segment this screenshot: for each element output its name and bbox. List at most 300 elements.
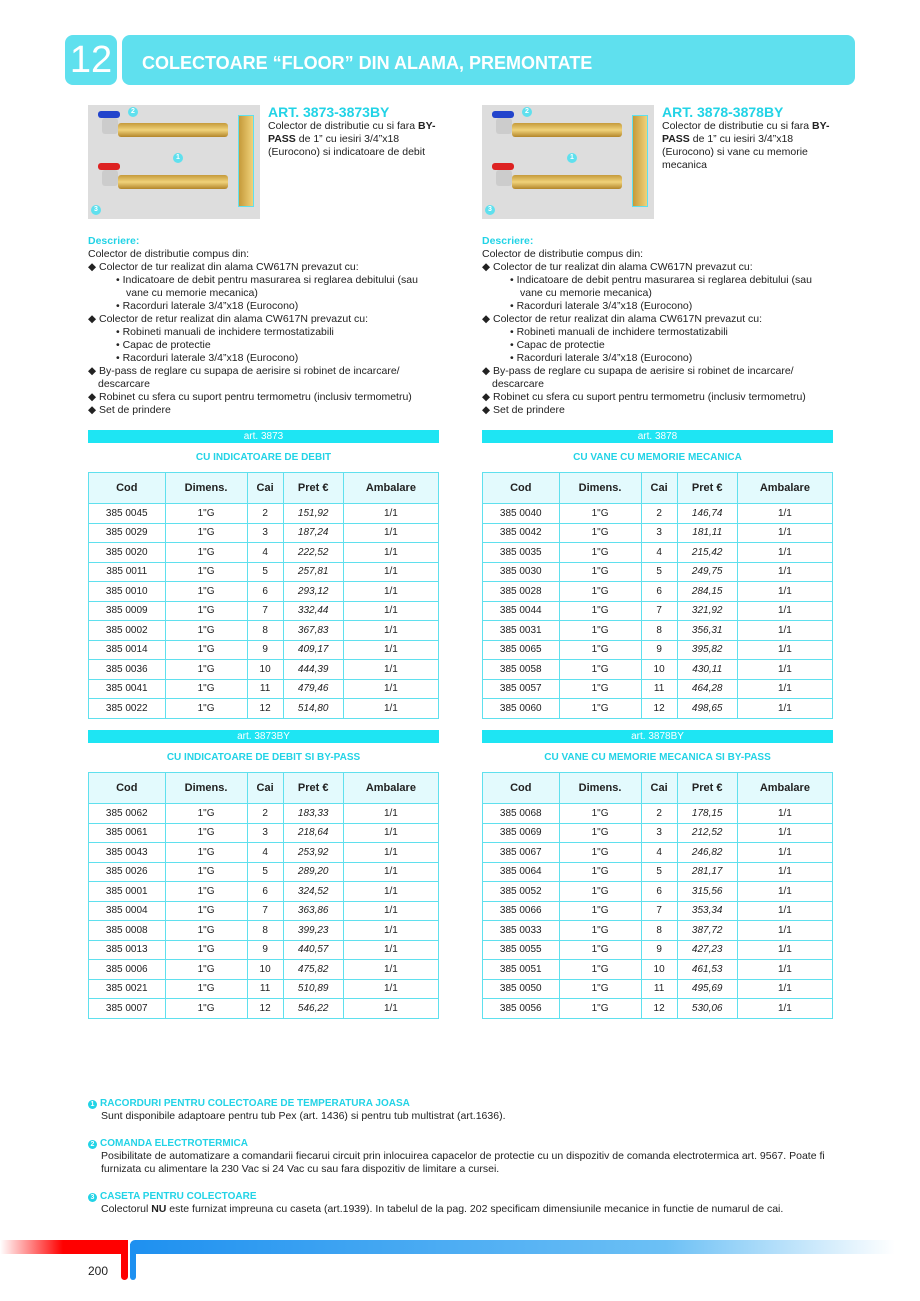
table-cell: 1/1: [343, 562, 438, 582]
product-photo: [88, 105, 260, 219]
column-header: Pret €: [283, 473, 343, 504]
table-cell: 475,82: [283, 960, 343, 980]
table-cell: 385 0045: [89, 504, 166, 524]
table-cell: 1"G: [559, 699, 641, 719]
table-cell: 1"G: [165, 940, 247, 960]
table-cell: 9: [247, 940, 283, 960]
table-cell: 1/1: [737, 940, 832, 960]
table-cell: 356,31: [677, 621, 737, 641]
table-cell: 257,81: [283, 562, 343, 582]
table-row: [89, 640, 439, 660]
table-row: [483, 882, 833, 902]
table-cell: 151,92: [283, 504, 343, 524]
table-cell: 215,42: [677, 543, 737, 563]
table-cell: 181,11: [677, 523, 737, 543]
table-cell: 1/1: [737, 843, 832, 863]
table-cell: 385 0068: [483, 804, 560, 824]
table-cell: 1/1: [737, 523, 832, 543]
table-cell: 1"G: [165, 979, 247, 999]
text: Colector de distributie cu si fara: [662, 120, 812, 132]
table-row: [483, 679, 833, 699]
table-cell: 1/1: [737, 504, 832, 524]
table-cell: 385 0036: [89, 660, 166, 680]
table-cell: 1"G: [165, 843, 247, 863]
table-cell: 1/1: [737, 582, 832, 602]
table-cell: 289,20: [283, 862, 343, 882]
note-text: Posibilitate de automatizare a comandarii fiecarui circuit prin inlocuirea capacelor de protectie cu un dispozitiv de comanda electrotermica art. 9567. Poate fi furnizata cu alimentare la 230 Vac si 24 Vac cu sau fara dispozitiv de limitare a cursei.: [101, 1150, 825, 1175]
note-number-icon: 1: [88, 1100, 97, 1109]
table-cell: 1/1: [737, 979, 832, 999]
table-row: [483, 543, 833, 563]
table-cell: 1/1: [343, 504, 438, 524]
table-cell: 1/1: [343, 901, 438, 921]
column-header: Cai: [247, 473, 283, 504]
table-cell: 385 0055: [483, 940, 560, 960]
table-row: [89, 601, 439, 621]
footnotes: [88, 1097, 848, 1230]
table-cell: 385 0061: [89, 823, 166, 843]
article-title: ART. 3878-3878BY: [662, 104, 784, 120]
table-cell: 1/1: [343, 679, 438, 699]
table-cell: 1"G: [559, 582, 641, 602]
table-cell: 1"G: [165, 999, 247, 1019]
table-cell: 1"G: [559, 543, 641, 563]
table-cell: 4: [247, 843, 283, 863]
note-number-icon: 2: [88, 1140, 97, 1149]
table-cell: 3: [247, 823, 283, 843]
table-cell: 1"G: [165, 699, 247, 719]
table-cell: 1/1: [343, 940, 438, 960]
table-row: [483, 843, 833, 863]
footnote: [88, 1137, 848, 1176]
footer-blue-pipe: [130, 1244, 136, 1280]
column-header: Ambalare: [737, 773, 832, 804]
table-cell: 1/1: [737, 901, 832, 921]
table-cell: 395,82: [677, 640, 737, 660]
description-line: • Racorduri laterale 3/4”x18 (Eurocono): [116, 300, 299, 312]
table-cell: 546,22: [283, 999, 343, 1019]
table-cell: 385 0011: [89, 562, 166, 582]
table-cell: 385 0007: [89, 999, 166, 1019]
table-cell: 385 0008: [89, 921, 166, 941]
table-cell: 1"G: [165, 543, 247, 563]
column-header: Pret €: [677, 773, 737, 804]
table-cell: 1"G: [559, 843, 641, 863]
table-row: [483, 979, 833, 999]
table-row: [483, 660, 833, 680]
price-table: [482, 772, 833, 1019]
bold-text: BY-PASS: [268, 120, 436, 145]
table-cell: 385 0030: [483, 562, 560, 582]
table-row: [89, 679, 439, 699]
table-row: [483, 523, 833, 543]
table-cell: 1"G: [559, 862, 641, 882]
table-cell: 1"G: [559, 999, 641, 1019]
product-photo: [482, 105, 654, 219]
table-cell: 2: [247, 804, 283, 824]
table-cell: 4: [641, 543, 677, 563]
table-cell: 1/1: [737, 804, 832, 824]
table-cell: 1"G: [165, 621, 247, 641]
table-cell: 2: [641, 804, 677, 824]
table-cell: 1/1: [343, 699, 438, 719]
column-header: Cai: [641, 473, 677, 504]
table-cell: 385 0021: [89, 979, 166, 999]
article-info: [662, 105, 837, 172]
table-cell: 1"G: [559, 823, 641, 843]
table-cell: 1/1: [737, 601, 832, 621]
description-heading: Descriere:: [482, 235, 534, 247]
description-line: • Indicatoare de debit pentru masurarea si reglarea debitului (sau vane cu memorie mecanica): [116, 274, 418, 299]
column-header: Dimens.: [559, 773, 641, 804]
table-cell: 1"G: [559, 640, 641, 660]
table-cell: 5: [247, 862, 283, 882]
table-row: [89, 804, 439, 824]
footer-red-pipe: [121, 1240, 128, 1280]
price-table: [88, 472, 439, 719]
table-cell: 430,11: [677, 660, 737, 680]
table-row: [89, 582, 439, 602]
description: [88, 235, 439, 417]
table-cell: 1"G: [165, 504, 247, 524]
table-row: [483, 699, 833, 719]
footer-red-stripe: [0, 1240, 126, 1254]
table-cell: 1"G: [559, 621, 641, 641]
table-row: [483, 862, 833, 882]
table-cell: 1/1: [343, 543, 438, 563]
description-line: • Racorduri laterale 3/4”x18 (Eurocono): [116, 352, 299, 364]
table-cell: 222,52: [283, 543, 343, 563]
table-cell: 7: [247, 901, 283, 921]
table-cell: 4: [247, 543, 283, 563]
table-cell: 12: [641, 999, 677, 1019]
table-cell: 1/1: [343, 582, 438, 602]
table-cell: 1/1: [737, 823, 832, 843]
column-header: Cai: [247, 773, 283, 804]
table-cell: 293,12: [283, 582, 343, 602]
table-cell: 385 0066: [483, 901, 560, 921]
table-cell: 385 0001: [89, 882, 166, 902]
table-cell: 479,46: [283, 679, 343, 699]
note-text: este furnizat impreuna cu caseta (art.1939). In tabelul de la pag. 202 specificam dimensiunile mecanice in functie de numarul de cai.: [166, 1203, 784, 1215]
table-cell: 1/1: [343, 979, 438, 999]
table-cell: 514,80: [283, 699, 343, 719]
table-row: [483, 940, 833, 960]
chapter-number: 12: [65, 35, 117, 85]
table-row: [89, 699, 439, 719]
table-cell: 1"G: [165, 601, 247, 621]
table-cell: 385 0022: [89, 699, 166, 719]
note-title: COMANDA ELECTROTERMICA: [100, 1138, 248, 1149]
table-row: [483, 601, 833, 621]
description-line: ◆ Set de prindere: [88, 404, 171, 416]
table-cell: 495,69: [677, 979, 737, 999]
table-cell: 385 0065: [483, 640, 560, 660]
table-cell: 5: [641, 562, 677, 582]
table-cell: 6: [247, 882, 283, 902]
table-cell: 1"G: [559, 882, 641, 902]
table-band: art. 3873BY: [88, 730, 439, 743]
table-cell: 385 0004: [89, 901, 166, 921]
table-cell: 1"G: [165, 921, 247, 941]
table-cell: 10: [247, 660, 283, 680]
table-cell: 498,65: [677, 699, 737, 719]
table-cell: 1"G: [165, 523, 247, 543]
table-cell: 385 0020: [89, 543, 166, 563]
text: de 1” cu iesiri 3/4”x18 (Eurocono) si indicatoare de debit: [268, 133, 426, 158]
table-cell: 1"G: [165, 804, 247, 824]
column-header: Pret €: [283, 773, 343, 804]
table-cell: 1"G: [165, 882, 247, 902]
table-cell: 1"G: [559, 901, 641, 921]
table-cell: 1/1: [343, 862, 438, 882]
column-header: Dimens.: [559, 473, 641, 504]
description-line: Colector de distributie compus din:: [88, 248, 250, 260]
table-header-row: [89, 473, 439, 504]
table-cell: 1/1: [343, 523, 438, 543]
table-cell: 1/1: [737, 862, 832, 882]
article-description: [662, 120, 837, 172]
table-row: [89, 960, 439, 980]
table-cell: 2: [247, 504, 283, 524]
table-header-row: [483, 773, 833, 804]
table-row: [483, 921, 833, 941]
description-line: • Capac de protectie: [116, 339, 211, 351]
table-cell: 1/1: [343, 660, 438, 680]
table-cell: 1"G: [165, 679, 247, 699]
table-cell: 1/1: [343, 823, 438, 843]
table-cell: 1"G: [165, 582, 247, 602]
table-cell: 12: [641, 699, 677, 719]
table-cell: 1/1: [343, 640, 438, 660]
description-line: • Racorduri laterale 3/4”x18 (Eurocono): [510, 352, 693, 364]
table-cell: 10: [247, 960, 283, 980]
table-cell: 385 0010: [89, 582, 166, 602]
note-bold: NU: [151, 1203, 167, 1215]
table-cell: 11: [641, 679, 677, 699]
table-cell: 1/1: [737, 543, 832, 563]
column-header: Cod: [89, 473, 166, 504]
table-row: [89, 843, 439, 863]
table-cell: 11: [247, 979, 283, 999]
description-line: ◆ Colector de retur realizat din alama CW617N prevazut cu:: [482, 313, 763, 325]
table-cell: 427,23: [677, 940, 737, 960]
note-title: RACORDURI PENTRU COLECTOARE DE TEMPERATURA JOASA: [100, 1098, 410, 1109]
table-cell: 1/1: [737, 699, 832, 719]
table-cell: 5: [641, 862, 677, 882]
table-cell: 183,33: [283, 804, 343, 824]
column-header: Cod: [483, 773, 560, 804]
footnote: [88, 1097, 848, 1123]
table-row: [483, 562, 833, 582]
table-cell: 11: [641, 979, 677, 999]
table-cell: 1"G: [559, 921, 641, 941]
table-cell: 1"G: [559, 979, 641, 999]
table-cell: 385 0013: [89, 940, 166, 960]
description-line: ◆ By-pass de reglare cu supapa de aerisire si robinet de incarcare/ descarcare: [482, 365, 794, 390]
column-header: Ambalare: [343, 473, 438, 504]
description-line: ◆ By-pass de reglare cu supapa de aerisire si robinet de incarcare/ descarcare: [88, 365, 400, 390]
description-line: • Indicatoare de debit pentru masurarea si reglarea debitului (sau vane cu memorie mecanica): [510, 274, 812, 299]
table-cell: 385 0058: [483, 660, 560, 680]
table-cell: 1/1: [737, 921, 832, 941]
description-line: Colector de distributie compus din:: [482, 248, 644, 260]
table-cell: 1/1: [737, 660, 832, 680]
text: de 1” cu iesiri 3/4”x18 (Eurocono) si vane cu memorie mecanica: [662, 133, 808, 171]
table-cell: 315,56: [677, 882, 737, 902]
table-cell: 8: [247, 921, 283, 941]
table-cell: 444,39: [283, 660, 343, 680]
table-row: [89, 660, 439, 680]
table-cell: 1/1: [737, 679, 832, 699]
footer-blue-stripe: [130, 1240, 895, 1254]
description-line: • Robineti manuali de inchidere termostatizabili: [116, 326, 334, 338]
table-cell: 1/1: [737, 999, 832, 1019]
table-cell: 1/1: [343, 804, 438, 824]
table-cell: 1"G: [559, 660, 641, 680]
table-cell: 7: [641, 901, 677, 921]
table-cell: 385 0009: [89, 601, 166, 621]
table-cell: 1"G: [559, 523, 641, 543]
table-row: [89, 621, 439, 641]
article-title: ART. 3873-3873BY: [268, 104, 390, 120]
table-cell: 1/1: [343, 843, 438, 863]
table-cell: 332,44: [283, 601, 343, 621]
table-cell: 5: [247, 562, 283, 582]
table-cell: 4: [641, 843, 677, 863]
table-cell: 1"G: [559, 804, 641, 824]
table-row: [89, 562, 439, 582]
table-cell: 1/1: [343, 882, 438, 902]
table-cell: 1"G: [559, 562, 641, 582]
table-cell: 385 0051: [483, 960, 560, 980]
table-row: [483, 901, 833, 921]
table-cell: 385 0056: [483, 999, 560, 1019]
note-title: CASETA PENTRU COLECTOARE: [100, 1191, 257, 1202]
column-header: Cod: [89, 773, 166, 804]
table-subtitle: CU INDICATOARE DE DEBIT SI BY-PASS: [166, 752, 361, 763]
table-row: [89, 823, 439, 843]
table-cell: 1"G: [165, 901, 247, 921]
table-cell: 385 0002: [89, 621, 166, 641]
article-description: [268, 120, 443, 159]
description-line: ◆ Robinet cu sfera cu suport pentru termometru (inclusiv termometru): [482, 391, 806, 403]
table-cell: 385 0006: [89, 960, 166, 980]
description-line: ◆ Colector de tur realizat din alama CW617N prevazut cu:: [482, 261, 753, 273]
description-line: • Capac de protectie: [510, 339, 605, 351]
table-cell: 1"G: [165, 660, 247, 680]
table-row: [483, 582, 833, 602]
table-cell: 1"G: [165, 960, 247, 980]
table-row: [89, 523, 439, 543]
table-row: [483, 804, 833, 824]
table-cell: 385 0035: [483, 543, 560, 563]
table-row: [89, 999, 439, 1019]
table-cell: 253,92: [283, 843, 343, 863]
table-row: [89, 862, 439, 882]
table-cell: 1/1: [737, 882, 832, 902]
table-cell: 1"G: [559, 960, 641, 980]
table-cell: 385 0050: [483, 979, 560, 999]
table-cell: 440,57: [283, 940, 343, 960]
description-line: ◆ Set de prindere: [482, 404, 565, 416]
table-band: art. 3878: [482, 430, 833, 443]
table-cell: 385 0028: [483, 582, 560, 602]
column-header: Dimens.: [165, 773, 247, 804]
table-cell: 12: [247, 699, 283, 719]
table-cell: 212,52: [677, 823, 737, 843]
table-cell: 385 0044: [483, 601, 560, 621]
table-cell: 187,24: [283, 523, 343, 543]
table-cell: 9: [641, 940, 677, 960]
table-cell: 321,92: [677, 601, 737, 621]
table-cell: 385 0031: [483, 621, 560, 641]
table-cell: 3: [641, 523, 677, 543]
marker-2: 2: [522, 107, 532, 117]
table-cell: 385 0052: [483, 882, 560, 902]
table-row: [89, 504, 439, 524]
column-header: Pret €: [677, 473, 737, 504]
table-cell: 9: [641, 640, 677, 660]
table-cell: 12: [247, 999, 283, 1019]
table-cell: 385 0042: [483, 523, 560, 543]
table-subtitle: CU VANE CU MEMORIE MECANICA SI BY-PASS: [544, 752, 771, 763]
description-heading: Descriere:: [88, 235, 140, 247]
column-header: Ambalare: [343, 773, 438, 804]
table-row: [89, 901, 439, 921]
table-cell: 510,89: [283, 979, 343, 999]
table-cell: 1"G: [559, 940, 641, 960]
table-row: [483, 999, 833, 1019]
table-cell: 385 0040: [483, 504, 560, 524]
table-cell: 7: [641, 601, 677, 621]
table-cell: 8: [641, 621, 677, 641]
table-cell: 1"G: [559, 679, 641, 699]
table-cell: 8: [247, 621, 283, 641]
marker-1: 1: [567, 153, 577, 163]
table-cell: 284,15: [677, 582, 737, 602]
column-header: Cod: [483, 473, 560, 504]
table-header-row: [89, 773, 439, 804]
table-cell: 3: [247, 523, 283, 543]
price-table: [482, 472, 833, 719]
table-cell: 387,72: [677, 921, 737, 941]
table-cell: 1"G: [165, 823, 247, 843]
table-band: art. 3873: [88, 430, 439, 443]
table-cell: 6: [247, 582, 283, 602]
table-cell: 385 0069: [483, 823, 560, 843]
table-cell: 10: [641, 960, 677, 980]
table-cell: 6: [641, 582, 677, 602]
table-cell: 11: [247, 679, 283, 699]
description-line: ◆ Colector de tur realizat din alama CW617N prevazut cu:: [88, 261, 359, 273]
table-row: [483, 621, 833, 641]
description-line: ◆ Robinet cu sfera cu suport pentru termometru (inclusiv termometru): [88, 391, 412, 403]
column-header: Cai: [641, 773, 677, 804]
table-cell: 385 0014: [89, 640, 166, 660]
table-cell: 324,52: [283, 882, 343, 902]
table-cell: 385 0041: [89, 679, 166, 699]
marker-3: 3: [485, 205, 495, 215]
table-cell: 399,23: [283, 921, 343, 941]
table-band: art. 3878BY: [482, 730, 833, 743]
table-cell: 363,86: [283, 901, 343, 921]
table-header-row: [483, 473, 833, 504]
table-cell: 385 0060: [483, 699, 560, 719]
table-cell: 385 0057: [483, 679, 560, 699]
table-cell: 2: [641, 504, 677, 524]
table-cell: 7: [247, 601, 283, 621]
